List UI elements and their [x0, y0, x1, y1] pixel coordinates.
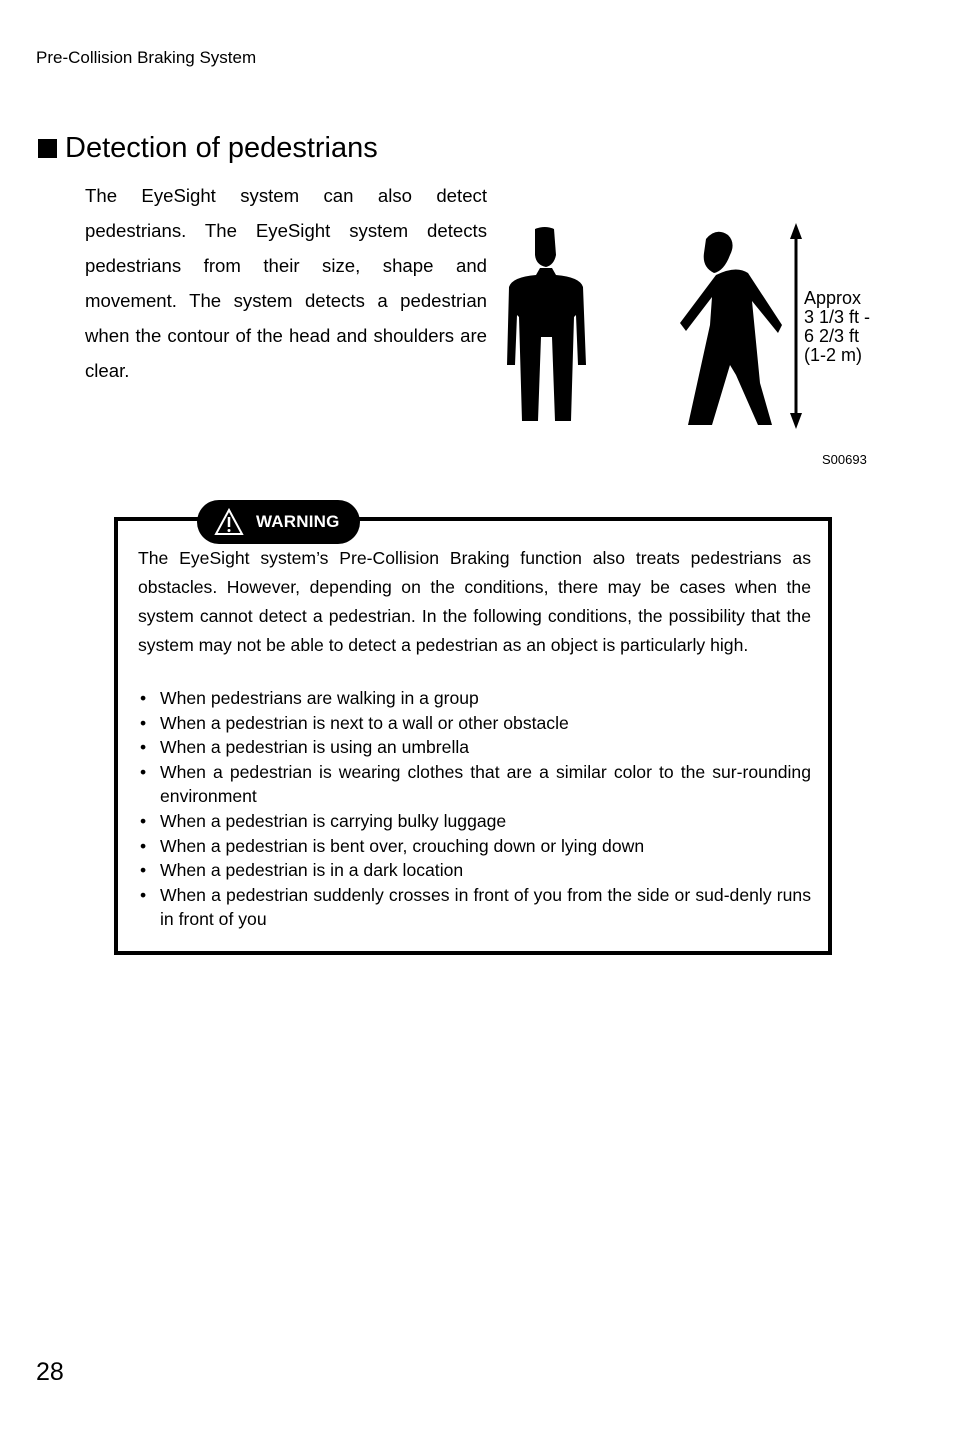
height-range-label — [804, 289, 870, 365]
bullet-dot: • — [140, 835, 147, 856]
height-label-line: (1-2 m) — [804, 345, 862, 365]
page-number: 28 — [36, 1358, 64, 1386]
bullet-dot: • — [140, 810, 147, 831]
list-item: • When a pedestrian is in a dark location — [138, 858, 811, 883]
bullet-dot: • — [140, 712, 147, 733]
list-item: • When pedestrians are walking in a group — [138, 686, 811, 711]
list-item: • When a pedestrian is bent over, crouching down or lying down — [138, 834, 811, 859]
bullet-dot: • — [140, 737, 147, 758]
height-label-line: 6 2/3 ft — [804, 326, 860, 346]
height-label-line: Approx — [804, 288, 862, 308]
section-title: Detection of pedestrians — [65, 132, 378, 164]
list-item: • When a pedestrian is next to a wall or other obstacle — [138, 711, 811, 736]
height-arrow-icon — [790, 223, 802, 429]
section-heading — [38, 132, 378, 165]
list-item: • When a pedestrian is wearing clothes that are a similar color to the sur-rounding environment — [140, 761, 811, 807]
list-item: • When a pedestrian suddenly crosses in front of you from the side or sud-denly runs in front of you — [140, 884, 811, 930]
bullet-dot: • — [140, 761, 147, 782]
warning-triangle-icon — [214, 508, 244, 536]
list-item: • When a pedestrian is carrying bulky luggage — [138, 809, 811, 834]
bullet-dot: • — [140, 860, 147, 881]
figure-code: S00693 — [822, 452, 867, 467]
running-header: Pre-Collision Braking System — [36, 48, 257, 67]
standing-pedestrian-icon — [507, 227, 586, 421]
height-label-line: 3 1/3 ft - — [804, 307, 871, 327]
warning-paragraph: The EyeSight system’s Pre-Collision Braking function also treats pedestrians as obstacles. However, depending on the conditions, there may be cases when the system cannot detect a pedestrian. In the following conditions, the possibility that the system may not be able to detect a pedestrian as an object is particularly high. — [138, 548, 811, 655]
bullet-dot: • — [140, 688, 147, 708]
intro-paragraph: The EyeSight system can also detect pedestrians. The EyeSight system detects pedestrians from their size, shape and movement. The system detects a pedestrian when the contour of the head and shoulders are clear. — [85, 185, 487, 381]
walking-pedestrian-icon — [680, 232, 782, 425]
bullet-dot: • — [140, 884, 147, 905]
warning-label: WARNING — [256, 512, 340, 531]
warning-badge — [197, 500, 360, 544]
pedestrian-figure — [490, 215, 910, 475]
list-item: • When a pedestrian is using an umbrella — [138, 735, 811, 760]
warning-condition-list — [138, 686, 811, 932]
square-bullet-icon — [38, 139, 57, 158]
